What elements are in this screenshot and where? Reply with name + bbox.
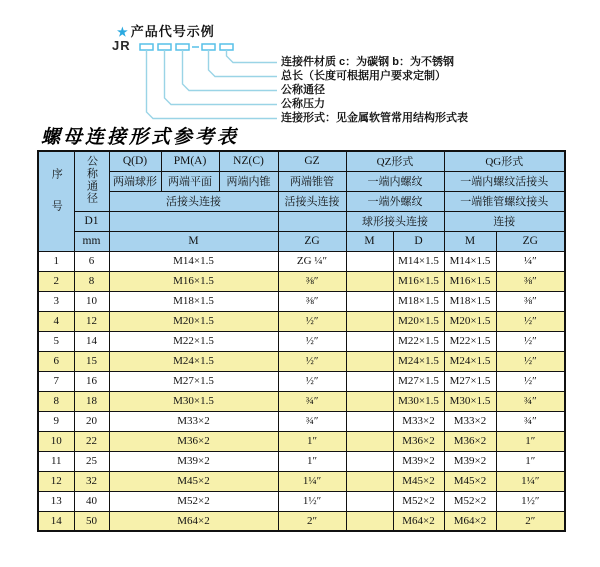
legend-nominal-diameter: 公称通径	[281, 84, 325, 96]
seq-no-cell: 10	[38, 431, 74, 451]
qz-d-cell: M18×1.5	[393, 291, 444, 311]
m-thread-cell: M20×1.5	[109, 311, 278, 331]
table-header	[38, 151, 565, 251]
header-ball-joint-conn: 球形接头连接	[346, 211, 444, 231]
m-thread-cell: M33×2	[109, 411, 278, 431]
qz-m-cell	[346, 411, 393, 431]
qg-m-cell: M39×2	[444, 451, 496, 471]
code-prefix: JR	[112, 38, 131, 53]
qz-d-cell: M24×1.5	[393, 351, 444, 371]
legend-nominal-pressure: 公称压力	[281, 98, 325, 110]
header-group-qg: QG形式	[444, 151, 565, 171]
qg-zg-cell: ½″	[496, 351, 565, 371]
seq-no-cell: 1	[38, 251, 74, 271]
m-thread-cell: M22×1.5	[109, 331, 278, 351]
legend-material: 连接件材质 c：为碳钢 b：为不锈钢	[281, 56, 454, 68]
header-unit-m2: M	[346, 231, 393, 251]
gz-zg-cell: ½″	[278, 331, 346, 351]
header-unit-zg2: ZG	[496, 231, 565, 251]
table-row	[38, 471, 565, 491]
qz-d-cell: M39×2	[393, 451, 444, 471]
gz-zg-cell: ZG ¼″	[278, 251, 346, 271]
m-thread-cell: M36×2	[109, 431, 278, 451]
table-row	[38, 351, 565, 371]
dn-cell: 50	[74, 511, 109, 531]
m-thread-cell: M18×1.5	[109, 291, 278, 311]
table-title: 螺母连接形式参考表	[41, 126, 240, 148]
dn-cell: 10	[74, 291, 109, 311]
header-row-d1	[38, 211, 565, 231]
header-seq-no: 序号	[38, 151, 74, 251]
header-group-nzc: NZ(C)	[219, 151, 278, 171]
table-row	[38, 371, 565, 391]
header-conn-gz: 活接头连接	[278, 191, 346, 211]
header-d1: D1	[74, 211, 109, 231]
seq-no-cell: 8	[38, 391, 74, 411]
qz-m-cell	[346, 311, 393, 331]
seq-no-cell: 12	[38, 471, 74, 491]
code-box-2	[158, 44, 171, 50]
seq-no-cell: 13	[38, 491, 74, 511]
qg-m-cell: M33×2	[444, 411, 496, 431]
table-row	[38, 291, 565, 311]
qg-zg-cell: ¼″	[496, 251, 565, 271]
qg-m-cell: M36×2	[444, 431, 496, 451]
header-group-qz: QZ形式	[346, 151, 444, 171]
table-row	[38, 431, 565, 451]
seq-no-cell: 4	[38, 311, 74, 331]
connector-line-1	[147, 50, 278, 119]
table-row	[38, 311, 565, 331]
table-row	[38, 411, 565, 431]
header-row-ends	[38, 171, 565, 191]
star-icon: ★	[117, 25, 129, 39]
header-group-pma: PM(A)	[161, 151, 219, 171]
gz-zg-cell: 2″	[278, 511, 346, 531]
qg-m-cell: M30×1.5	[444, 391, 496, 411]
dn-cell: 16	[74, 371, 109, 391]
qg-zg-cell: 1½″	[496, 491, 565, 511]
header-conn-union: 活接头连接	[109, 191, 278, 211]
seq-no-cell: 11	[38, 451, 74, 471]
qg-zg-cell: ⅜″	[496, 291, 565, 311]
connector-line-5	[227, 50, 278, 63]
table-row	[38, 331, 565, 351]
seq-no-cell: 3	[38, 291, 74, 311]
gz-zg-cell: ¾″	[278, 391, 346, 411]
dn-cell: 25	[74, 451, 109, 471]
header-ends-pma: 两端平面	[161, 171, 219, 191]
qg-m-cell: M64×2	[444, 511, 496, 531]
qz-m-cell	[346, 391, 393, 411]
m-thread-cell: M45×2	[109, 471, 278, 491]
qg-m-cell: M52×2	[444, 491, 496, 511]
seq-no-cell: 14	[38, 511, 74, 531]
qz-d-cell: M16×1.5	[393, 271, 444, 291]
qz-m-cell	[346, 431, 393, 451]
qg-zg-cell: ¾″	[496, 411, 565, 431]
table-row	[38, 451, 565, 471]
seq-no-cell: 9	[38, 411, 74, 431]
dn-cell: 8	[74, 271, 109, 291]
legend-connection-form: 连接形式：见金属软管常用结构形式表	[281, 112, 468, 124]
seq-no-cell: 7	[38, 371, 74, 391]
diagram-title-text: 产品代号示例	[130, 24, 215, 39]
gz-zg-cell: ⅜″	[278, 271, 346, 291]
m-thread-cell: M14×1.5	[109, 251, 278, 271]
m-thread-cell: M24×1.5	[109, 351, 278, 371]
qz-d-cell: M27×1.5	[393, 371, 444, 391]
qz-m-cell	[346, 291, 393, 311]
qg-m-cell: M18×1.5	[444, 291, 496, 311]
m-thread-cell: M30×1.5	[109, 391, 278, 411]
code-box-4	[202, 44, 215, 50]
table-row	[38, 511, 565, 531]
dn-cell: 18	[74, 391, 109, 411]
dn-cell: 40	[74, 491, 109, 511]
qg-zg-cell: ½″	[496, 311, 565, 331]
header-group-gz: GZ	[278, 151, 346, 171]
gz-zg-cell: 1″	[278, 451, 346, 471]
header-unit-m3: M	[444, 231, 496, 251]
gz-zg-cell: 1¼″	[278, 471, 346, 491]
dn-cell: 14	[74, 331, 109, 351]
seq-no-cell: 2	[38, 271, 74, 291]
qg-m-cell: M24×1.5	[444, 351, 496, 371]
qg-m-cell: M14×1.5	[444, 251, 496, 271]
header-ends-qd: 两端球形	[109, 171, 161, 191]
connector-line-2	[165, 50, 278, 105]
header-row-groups	[38, 151, 565, 171]
qz-d-cell: M64×2	[393, 511, 444, 531]
header-unit-m1: M	[109, 231, 278, 251]
m-thread-cell: M39×2	[109, 451, 278, 471]
connector-line-4	[209, 50, 278, 77]
m-thread-cell: M27×1.5	[109, 371, 278, 391]
m-thread-cell: M16×1.5	[109, 271, 278, 291]
connector-line-3	[183, 50, 278, 91]
seq-no-cell: 6	[38, 351, 74, 371]
dn-cell: 12	[74, 311, 109, 331]
qg-m-cell: M45×2	[444, 471, 496, 491]
header-ends-qg: 一端内螺纹活接头	[444, 171, 565, 191]
qz-m-cell	[346, 371, 393, 391]
header-empty-1	[109, 211, 278, 231]
qg-m-cell: M22×1.5	[444, 331, 496, 351]
m-thread-cell: M52×2	[109, 491, 278, 511]
gz-zg-cell: ½″	[278, 351, 346, 371]
qz-m-cell	[346, 491, 393, 511]
qz-m-cell	[346, 331, 393, 351]
m-thread-cell: M64×2	[109, 511, 278, 531]
gz-zg-cell: ½″	[278, 371, 346, 391]
header-mm: mm	[74, 231, 109, 251]
qz-d-cell: M22×1.5	[393, 331, 444, 351]
table-row	[38, 491, 565, 511]
qz-m-cell	[346, 251, 393, 271]
gz-zg-cell: ½″	[278, 311, 346, 331]
dn-cell: 32	[74, 471, 109, 491]
qz-m-cell	[346, 511, 393, 531]
qg-zg-cell: ¾″	[496, 391, 565, 411]
qg-zg-cell: 1″	[496, 431, 565, 451]
header-conn-qz: 一端外螺纹	[346, 191, 444, 211]
gz-zg-cell: ⅜″	[278, 291, 346, 311]
header-ends-qz: 一端内螺纹	[346, 171, 444, 191]
diagram-title	[117, 21, 215, 40]
qz-d-cell: M36×2	[393, 431, 444, 451]
qz-m-cell	[346, 271, 393, 291]
dn-cell: 20	[74, 411, 109, 431]
qz-d-cell: M20×1.5	[393, 311, 444, 331]
gz-zg-cell: 1½″	[278, 491, 346, 511]
qg-zg-cell: 1¼″	[496, 471, 565, 491]
header-ends-gz: 两端锥管	[278, 171, 346, 191]
header-unit-d: D	[393, 231, 444, 251]
qg-zg-cell: ⅜″	[496, 271, 565, 291]
qz-d-cell: M14×1.5	[393, 251, 444, 271]
qz-m-cell	[346, 451, 393, 471]
header-ends-nzc: 两端内锥	[219, 171, 278, 191]
qg-m-cell: M27×1.5	[444, 371, 496, 391]
code-box-5	[220, 44, 233, 50]
nut-connection-table	[37, 150, 566, 532]
header-empty-2	[278, 211, 346, 231]
code-box-1	[140, 44, 153, 50]
qg-zg-cell: ½″	[496, 331, 565, 351]
qg-zg-cell: 2″	[496, 511, 565, 531]
table-row	[38, 251, 565, 271]
qg-zg-cell: ½″	[496, 371, 565, 391]
table-body	[38, 251, 565, 531]
qz-d-cell: M30×1.5	[393, 391, 444, 411]
header-nominal-diameter: 公称通径	[74, 151, 109, 211]
seq-no-cell: 5	[38, 331, 74, 351]
qz-d-cell: M45×2	[393, 471, 444, 491]
header-row-units	[38, 231, 565, 251]
qg-m-cell: M16×1.5	[444, 271, 496, 291]
qg-m-cell: M20×1.5	[444, 311, 496, 331]
header-group-qd: Q(D)	[109, 151, 161, 171]
table-row	[38, 271, 565, 291]
qg-zg-cell: 1″	[496, 451, 565, 471]
header-conn-label: 连接	[444, 211, 565, 231]
qz-d-cell: M52×2	[393, 491, 444, 511]
table-row	[38, 391, 565, 411]
header-unit-zg1: ZG	[278, 231, 346, 251]
gz-zg-cell: ¾″	[278, 411, 346, 431]
qz-m-cell	[346, 471, 393, 491]
gz-zg-cell: 1″	[278, 431, 346, 451]
dn-cell: 15	[74, 351, 109, 371]
legend-total-length: 总长（长度可根据用户要求定制）	[281, 70, 446, 82]
dn-cell: 22	[74, 431, 109, 451]
dn-cell: 6	[74, 251, 109, 271]
qz-d-cell: M33×2	[393, 411, 444, 431]
header-row-connection	[38, 191, 565, 211]
qz-m-cell	[346, 351, 393, 371]
code-box-3	[176, 44, 189, 50]
header-conn-qg: 一端锥管螺纹接头	[444, 191, 565, 211]
